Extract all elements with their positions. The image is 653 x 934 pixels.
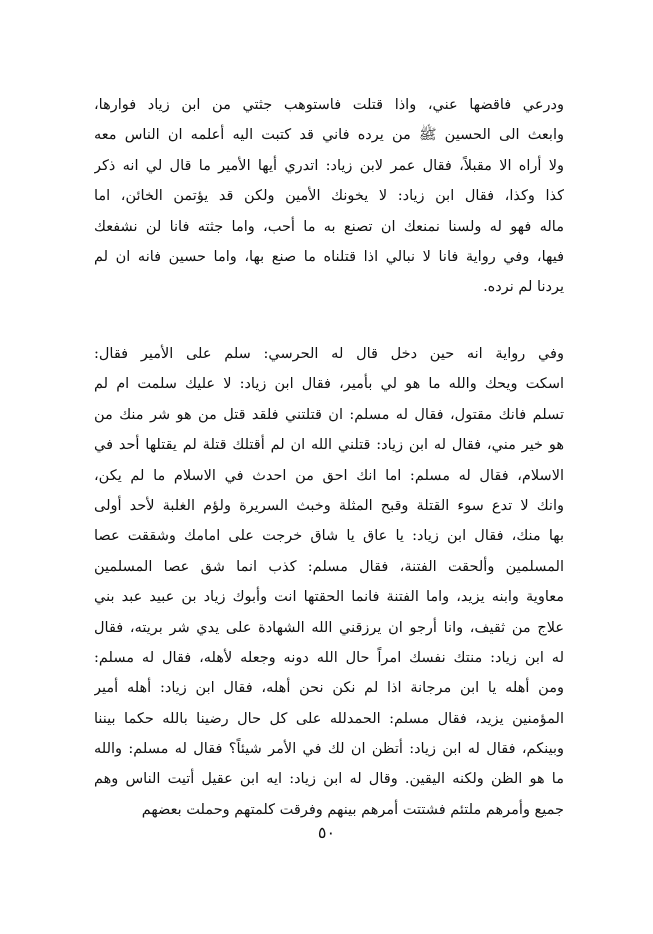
text-line: ما هو الظن ولكنه اليقين. وقال له ابن زياد: ايه ابن عقيل أتيت الناس وهم xyxy=(94,771,564,788)
text-line: وفي رواية انه حين دخل قال له الحرسي: سلم على الأمير فقال: xyxy=(94,346,564,362)
text-line: الاسلام، فقال له مسلم: اما انك احق من احدث في الاسلام ما لم يكن، xyxy=(94,467,564,484)
text-line: ودرعي فاقضها عني، واذا قتلت فاستوهب جثتي من ابن زياد فوارها، xyxy=(94,97,564,113)
text-line: فيها، وفي رواية فانا لا نبالي اذا قتلناه ما صنع بها، واما حسين فانه ان لم xyxy=(94,248,564,265)
text-line: وبينكم، فقال له ابن زياد: أتظن ان لك في الأمر شيئاً؟ فقال له مسلم: والله xyxy=(94,741,564,758)
page-number: ٥٠ xyxy=(317,823,336,842)
text-line: علاج من ثقيف، وانا أرجو ان يرزقني الله الشهادة على يدي شر بريته، فقال xyxy=(94,619,564,636)
text-line: معاوية وابنه يزيد، واما الفتنة فانما الحقتها انت وأبوك زياد بن عبيد عبد بني xyxy=(94,589,564,606)
text-line: جميع وأمرهم ملتئم فشتتت أمرهم بينهم وفرقت كلمتهم وحملت بعضهم xyxy=(141,801,564,818)
paragraph-2 xyxy=(94,339,564,825)
text-line: كذا وكذا، فقال ابن زياد: لا يخونك الأمين ولكن قد يؤتمن الخائن، اما xyxy=(94,188,564,205)
text-line: هو خير مني، فقال له ابن زياد: قتلني الله ان لم أقتلك قتلة لم يقتلها أحد في xyxy=(94,437,564,454)
text-line: تسلم فانك مقتول، فقال له مسلم: ان قتلتني فلقد قتل من هو شر منك من xyxy=(94,406,564,423)
text-line: ولا أراه الا مقبلاً، فقال عمر لابن زياد: اتدري أيها الأمير ما قال لي انه ذكر xyxy=(94,157,564,174)
text-line: المسلمين وألحقت الفتنة، فقال مسلم: كذب انما شق عصا المسلمين xyxy=(94,558,564,575)
text-line: المؤمنين يزيد، فقال مسلم: الحمدلله على كل حال رضينا بالله حكما بيننا xyxy=(94,710,564,727)
text-line: وابعث الى الحسين ﷺ من يرده فاني قد كتبت اليه أعلمه ان الناس معه xyxy=(94,127,564,144)
text-line: ومن أهله يا ابن مرجانة اذا لم نكن نحن أهله، فقال ابن زياد: أهله أمير xyxy=(94,680,564,697)
text-line: له ابن زياد: منتك نفسك امراً حال الله دونه وجعله لأهله، فقال له مسلم: xyxy=(94,649,564,666)
text-line: اسكت ويحك والله ما هو لي بأمير، فقال ابن زياد: لا عليك سلمت ام لم xyxy=(94,376,564,393)
text-line: ماله فهو له ولسنا نمنعك ان تصنع به ما أحب، واما جثته فانا لن نشفعك xyxy=(94,218,564,235)
text-line: وانك لا تدع سوء القتلة وقبح المثلة وخبث السريرة ولؤم الغلبة لأحد أولى xyxy=(94,497,564,514)
text-line: بها منك، فقال ابن زياد: يا عاق يا شاق خرجت على امامك وشققت عصا xyxy=(94,528,564,545)
text-line: يردنا لم نرده. xyxy=(483,279,564,296)
paragraph-1 xyxy=(94,90,564,303)
